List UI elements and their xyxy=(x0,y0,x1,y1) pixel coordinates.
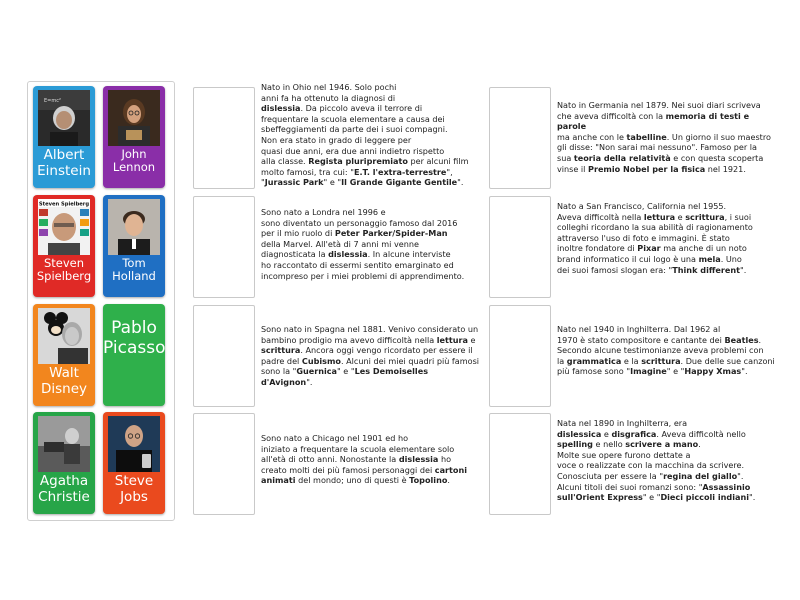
description-text: " e " xyxy=(323,177,342,188)
svg-text:E=mc²: E=mc² xyxy=(44,98,61,104)
description-text: ". xyxy=(306,376,313,387)
description-text: più famose sono " xyxy=(557,366,631,377)
description-bold-text: teoria della relatività xyxy=(573,152,671,163)
description-bold-text: tabelline xyxy=(626,131,667,142)
description-text: . Un giorno il suo maestro xyxy=(666,131,771,142)
description-text: Non era stato in grado di leggere per xyxy=(261,134,412,145)
description-text: creato molti dei più famosi personaggi dei xyxy=(261,464,435,475)
description-bold-text: lettura xyxy=(436,334,468,345)
description-text: inoltre fondatore di xyxy=(557,243,638,254)
tile-label: Agatha Christie xyxy=(38,473,90,505)
description-text: ", xyxy=(446,166,453,177)
tile-albert-einstein[interactable] xyxy=(33,86,95,188)
steve-jobs-photo xyxy=(108,416,160,472)
tile-label: Tom Holland xyxy=(112,256,156,284)
description-text: ho xyxy=(438,454,452,465)
tile-label: Pablo Picasso xyxy=(103,318,165,359)
tile-pablo-picasso[interactable] xyxy=(103,304,165,406)
description-text: sono diventato un personaggio famoso dal 2016 xyxy=(261,217,458,228)
agatha-christie-photo xyxy=(38,416,90,472)
tile-steven-spielberg[interactable] xyxy=(33,195,95,297)
description-text: " e " xyxy=(642,492,661,503)
description-text: per alcuni film xyxy=(407,156,469,167)
drop-slot-5[interactable] xyxy=(193,305,255,407)
drop-slot-6[interactable] xyxy=(489,305,551,407)
description-text: alla classe. xyxy=(261,156,309,167)
description-bold-text: scrittura xyxy=(685,211,725,222)
description-text: Nato in Ohio nel 1946. Solo pochi xyxy=(261,82,397,92)
description-text: brand informatico il cui logo è una xyxy=(557,253,699,264)
walt-disney-photo xyxy=(38,308,90,364)
description-bold-text: cartoni xyxy=(434,464,467,475)
description-text: " e " xyxy=(666,366,685,377)
description-bold-text: Think different xyxy=(672,264,740,275)
description-text: Sono nato in Spagna nel 1881. Venivo considerato un xyxy=(261,324,479,334)
description-text: nel 1921. xyxy=(705,163,746,174)
description-bold-text: Regista pluripremiato xyxy=(308,156,408,167)
description-bold-text: grammatica xyxy=(566,355,622,366)
description-text: diagnosticata la xyxy=(261,249,329,260)
description-text: ". xyxy=(740,264,747,275)
description-bold-text: regina del giallo xyxy=(663,470,738,481)
description-text: " e " xyxy=(337,366,355,377)
drop-slot-3[interactable] xyxy=(193,196,255,298)
description-bold-text: Cubismo xyxy=(301,355,341,366)
description-text: . Da piccolo aveva il terrore di xyxy=(300,103,423,114)
description-text: all'età di otto anni. Nonostante la xyxy=(261,454,399,465)
description-germania-1879 xyxy=(557,100,777,174)
description-text: voce o realizzate con la macchina da scrivere. xyxy=(557,460,745,471)
description-inghilterra-1940 xyxy=(557,324,777,377)
description-text: molto famosi, tra cui: " xyxy=(261,166,354,177)
description-bold-text: memoria di testi e parole xyxy=(557,110,750,132)
description-text: gli disse: "Non sarai mai nessuno". Famoso per la xyxy=(557,142,757,153)
description-text: . xyxy=(758,334,762,345)
description-text: e la xyxy=(621,355,642,366)
description-text: sua xyxy=(557,152,574,163)
description-text: Nato a San Francisco, California nel 1955. xyxy=(557,201,727,211)
description-text: 1970 è stato compositore e cantante dei xyxy=(557,334,725,345)
description-text: anni fa ha ottenuto la diagnosi di xyxy=(261,92,396,103)
description-text: ma anche con le xyxy=(557,131,627,142)
description-text: colleghi ricordano la sua abilità di ragionamento xyxy=(557,222,753,233)
description-text: . xyxy=(447,475,450,486)
description-bold-text: lettura xyxy=(643,211,676,222)
description-text: del mondo; uno di questi è xyxy=(295,475,410,486)
description-text: Sono nato a Chicago nel 1901 ed ho xyxy=(261,433,409,443)
description-text: Aveva difficoltà nella xyxy=(557,211,644,222)
description-text: . xyxy=(698,439,701,450)
description-bold-text: Topolino xyxy=(409,475,448,486)
tile-agatha-christie[interactable] xyxy=(33,412,95,514)
description-text: Conosciuta per essere la " xyxy=(557,470,664,481)
description-text: Secondo alcune testimonianze aveva problemi con xyxy=(557,345,764,356)
description-text: . Alcuni dei miei quadri più famosi xyxy=(340,355,480,366)
description-text: e xyxy=(467,334,476,345)
description-bold-text: dislessia xyxy=(261,103,301,114)
description-text: e xyxy=(675,211,686,222)
description-bold-text: Dieci piccoli indiani xyxy=(660,492,750,503)
drop-slot-1[interactable] xyxy=(193,87,255,189)
drop-slot-8[interactable] xyxy=(489,413,551,515)
description-text: Molte sue opere furono dettate a xyxy=(557,449,691,460)
steven-spielberg-photo xyxy=(38,199,90,255)
tile-walt-disney[interactable] xyxy=(33,304,95,406)
description-bold-text: Pixar xyxy=(637,243,661,254)
description-text: per il mio ruolo di xyxy=(261,228,335,239)
description-text: frequentare la scuola elementare a causa dei xyxy=(261,113,445,124)
description-text: dei suoi famosi slogan era: " xyxy=(557,264,673,275)
description-bold-text: scrittura xyxy=(641,355,681,366)
description-bold-text: E.T. l'extra-terrestre xyxy=(353,166,447,177)
description-text: ho raccontato di essermi sentito emarginato ed xyxy=(261,259,454,270)
description-text: sono la " xyxy=(261,366,297,377)
description-text: " xyxy=(261,177,265,188)
description-text: Nato nel 1940 in Inghilterra. Dal 1962 al xyxy=(557,324,721,334)
description-bold-text: Les Demoiselles d'Avignon xyxy=(261,366,429,387)
description-text: ma anche di un noto xyxy=(660,243,747,254)
description-text: iniziato a frequentare la scuola elementare solo xyxy=(261,443,455,454)
description-text: incompreso per i miei problemi di apprendimento. xyxy=(261,270,465,281)
description-text: e con questa scoperta xyxy=(670,152,764,163)
drop-slot-7[interactable] xyxy=(193,413,255,515)
tile-label: John Lennon xyxy=(112,147,156,175)
description-bold-text: disgrafica xyxy=(611,428,657,439)
description-text: , i suoi xyxy=(724,211,752,222)
tom-holland-photo xyxy=(108,199,160,255)
description-text: che aveva difficoltà con la xyxy=(557,110,666,121)
john-lennon-photo xyxy=(108,90,160,146)
description-bold-text: spelling xyxy=(557,439,593,450)
description-bold-text: dislessia xyxy=(328,249,368,260)
description-text: . Aveva difficoltà nello xyxy=(656,428,746,439)
description-bold-text: Imagine xyxy=(630,366,667,377)
description-text: Nata nel 1890 in Inghilterra, era xyxy=(557,418,688,428)
description-bold-text: Peter Parker/Spider-Man xyxy=(334,228,448,239)
description-text: Sono nato a Londra nel 1996 e xyxy=(261,207,386,217)
description-bold-text: dislessia xyxy=(398,454,439,465)
tile-steve-jobs[interactable] xyxy=(103,412,165,514)
description-text: . Due delle sue canzoni xyxy=(680,355,775,366)
description-text: e xyxy=(601,428,612,439)
description-bold-text: mela xyxy=(698,253,721,264)
tile-tom-holland[interactable] xyxy=(103,195,165,297)
description-text: ". xyxy=(749,492,756,503)
tile-john-lennon[interactable] xyxy=(103,86,165,188)
description-bold-text: Assassinio xyxy=(702,481,751,492)
description-bold-text: animati xyxy=(261,475,296,486)
tile-label: Steve Jobs xyxy=(114,473,154,505)
description-bold-text: sull'Orient Express xyxy=(557,492,643,503)
description-text: quasi due anni, era due anni indietro rispetto xyxy=(261,145,445,156)
description-text: della Marvel. All'età di 7 anni mi venne xyxy=(261,238,419,249)
description-londra-1996 xyxy=(261,207,481,281)
description-ohio-1946 xyxy=(261,82,481,188)
description-text: e nello xyxy=(592,439,626,450)
description-bold-text: Premio Nobel per la fisica xyxy=(588,163,706,174)
description-text: Alcuni titoli dei suoi romanzi sono: " xyxy=(557,481,703,492)
description-text: Nato in Germania nel 1879. Nei suoi diari scriveva xyxy=(557,100,761,110)
tile-label: Albert Einstein xyxy=(37,147,91,179)
description-chicago-1901 xyxy=(261,433,481,486)
description-text: la xyxy=(557,355,567,366)
description-spagna-1881 xyxy=(261,324,481,388)
description-text: . Uno xyxy=(720,253,742,264)
tile-label: Walt Disney xyxy=(40,365,88,397)
description-bold-text: Il Grande Gigante Gentile xyxy=(341,177,458,188)
drop-slot-4[interactable] xyxy=(489,196,551,298)
description-text: bambino prodigio ma avevo difficoltà nella xyxy=(261,334,437,345)
description-bold-text: Guernica xyxy=(296,366,338,377)
description-text: attraverso l'uso di foto e immagini. È stato xyxy=(557,232,730,243)
description-bold-text: scrittura xyxy=(261,345,301,356)
description-text: sbeffeggiamenti da parte dei i suoi compagni. xyxy=(261,124,448,135)
description-san-francisco-1955 xyxy=(557,201,777,275)
description-text: ". xyxy=(457,177,464,188)
description-text: padre del xyxy=(261,355,302,366)
description-bold-text: Jurassic Park xyxy=(264,177,324,188)
description-text: ". xyxy=(737,470,744,481)
description-bold-text: scrivere a mano xyxy=(625,439,699,450)
description-bold-text: Beatles xyxy=(724,334,759,345)
description-bold-text: dislessica xyxy=(557,428,602,439)
description-inghilterra-1890 xyxy=(557,418,777,503)
albert-einstein-photo xyxy=(38,90,90,146)
description-text: . In alcune interviste xyxy=(367,249,451,260)
tile-label: Steven Spielberg xyxy=(36,256,92,284)
drop-slot-2[interactable] xyxy=(489,87,551,189)
svg-text:Steven Spielberg: Steven Spielberg xyxy=(38,201,90,208)
description-text: . Ancora oggi vengo ricordato per essere il xyxy=(300,345,473,356)
description-text: ". xyxy=(741,366,748,377)
description-text: vinse il xyxy=(557,163,589,174)
description-bold-text: Happy Xmas xyxy=(684,366,742,377)
